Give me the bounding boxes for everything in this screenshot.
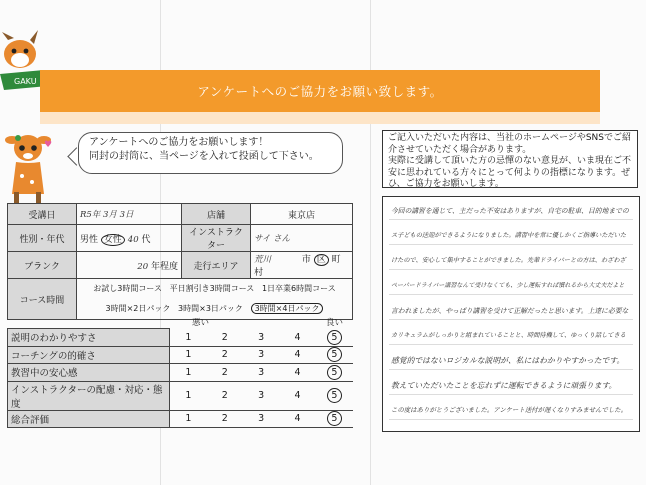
instructor-label: インストラクター — [182, 225, 251, 252]
age-value: 40 — [127, 234, 139, 245]
course-label: コース時間 — [8, 279, 77, 320]
ruled-line — [389, 369, 633, 370]
scale-low-label: 悪い — [192, 318, 210, 328]
rating-option[interactable]: 2 — [221, 390, 228, 401]
area-value — [251, 252, 353, 279]
rating-cell — [279, 329, 315, 347]
rating-option[interactable]: 3 — [258, 331, 265, 343]
rating-cell — [316, 364, 353, 382]
comment-box — [382, 196, 640, 432]
notice-line: ご記入いただいた内容は、当社のホームページやSNSでご紹 — [388, 133, 631, 143]
rating-row — [8, 346, 354, 364]
rating-cell — [170, 381, 207, 410]
title-banner: アンケートへのご協力をお願い致します。 — [40, 70, 600, 112]
rating-cell — [316, 346, 353, 364]
rating-cell — [170, 346, 207, 364]
rating-cell — [243, 410, 279, 428]
rating-option[interactable]: 3 — [258, 366, 265, 378]
area-unit-village: 村 — [254, 268, 264, 278]
rating-option[interactable]: 2 — [221, 413, 228, 425]
rating-cell — [170, 329, 207, 347]
rating-option[interactable]: 1 — [185, 349, 192, 361]
handwritten-comment-line: 今回の講習を通じて、主だった不安はありますが、自宅の駐車、目的地までの — [391, 207, 629, 215]
notice-box — [382, 130, 638, 188]
rating-cell — [279, 364, 315, 382]
store-label: 店舗 — [182, 204, 251, 225]
rating-cell — [279, 381, 315, 410]
rating-option[interactable]: 4 — [294, 331, 301, 343]
rating-cell — [243, 329, 279, 347]
ruled-line — [389, 394, 633, 395]
area-unit-town: 町 — [331, 255, 341, 265]
notice-line: 実際に受講して頂いた方の忌憚のない意見が、いま現在ご不 — [388, 156, 632, 166]
gender-female-selected: 女性 — [101, 234, 125, 246]
rating-row — [8, 381, 354, 410]
store-value: 東京店 — [251, 204, 353, 225]
blank-label: ブランク — [8, 252, 77, 279]
bubble-line: アンケートへのご協力をお願いします！ — [89, 137, 269, 148]
rating-option[interactable]: 1 — [185, 331, 192, 343]
rating-option-selected[interactable]: 5 — [327, 411, 342, 426]
rating-option-selected[interactable]: 5 — [327, 388, 342, 403]
rating-cell — [207, 410, 243, 428]
age-unit: 代 — [141, 234, 151, 245]
rating-option[interactable]: 2 — [221, 349, 228, 361]
bubble-line: 同封の封筒に、当ページを入れて投函して下さい。 — [89, 151, 319, 162]
instructor-value: サイ さん — [251, 225, 353, 252]
respondent-info-table — [7, 203, 353, 320]
blank-value — [77, 252, 182, 279]
handwritten-comment-line: カリキュラムがしっかりと組まれていることと、時間待機して、ゆっくり話してきる — [391, 332, 626, 339]
course-oneday-6h: 1日卒業6時間コース — [261, 284, 336, 293]
rating-cell — [279, 346, 315, 364]
rating-cell — [170, 410, 207, 428]
handwritten-comment-line: 言われましたが、やっぱり講習を受けて正解だったと思います。上達に必要な — [391, 307, 629, 315]
rating-cell — [243, 364, 279, 382]
ruled-line — [389, 219, 633, 220]
ruled-line — [389, 294, 633, 295]
rating-option[interactable]: 2 — [221, 366, 228, 378]
rating-option[interactable]: 3 — [258, 390, 265, 401]
handwritten-comment-line: 感覚的ではないロジカルな説明が、私にはわかりやすかったです。 — [391, 356, 625, 365]
handwritten-comment-line: ペーパードライバー講習なんて受けなくても、少し運転すれば慣れるから大丈夫だよと — [391, 282, 625, 289]
rating-option[interactable]: 1 — [185, 413, 192, 425]
gender-male: 男性 — [80, 234, 99, 245]
deer-character-icon — [0, 128, 68, 208]
notice-line: ひ、ご協力をお願いします。 — [388, 179, 504, 189]
course-options — [77, 279, 353, 320]
handwritten-comment-line: この度はありがとうございました。アンケート送付が遅くなりすみませんでした。 — [391, 406, 628, 414]
rating-option-selected[interactable]: 5 — [327, 347, 342, 362]
date-value: R5年 3月 3日 — [77, 204, 182, 225]
area-unit-ward-selected: 区 — [314, 254, 329, 266]
course-3h-x2: 3時間×2日パック — [105, 304, 171, 313]
rating-label: 説明のわかりやすさ — [8, 329, 170, 347]
course-3h-x4-selected: 3時間×4日パック — [251, 303, 324, 314]
rating-option[interactable]: 2 — [221, 331, 228, 343]
course-trial-3h: お試し3時間コース — [93, 284, 162, 293]
rating-row — [8, 329, 354, 347]
handwritten-comment-line: けたので、安心して集中することができました。先輩ドライバーとの方は、わざわざ — [391, 257, 626, 264]
rating-option[interactable]: 4 — [294, 366, 301, 378]
rating-cell — [316, 381, 353, 410]
svg-text:GAKU: GAKU — [14, 77, 37, 86]
ratings-table — [7, 328, 353, 428]
notice-line: 安に思われている方々にとって何よりの指標になります。ぜ — [388, 167, 631, 178]
rating-cell — [207, 381, 243, 410]
blank-years: 20 — [137, 261, 149, 272]
area-label: 走行エリア — [182, 252, 251, 279]
rating-cell — [207, 364, 243, 382]
ruled-line — [389, 319, 633, 320]
rating-cell — [316, 329, 353, 347]
rating-label: コーチングの的確さ — [8, 346, 170, 364]
ruled-line — [389, 344, 633, 345]
rating-option[interactable]: 3 — [258, 413, 265, 425]
rating-label: 総合評価 — [8, 410, 170, 428]
rating-cell — [170, 364, 207, 382]
rating-label: 教習中の安心感 — [8, 364, 170, 382]
rating-cell — [279, 410, 315, 428]
rating-option[interactable]: 4 — [294, 390, 301, 401]
rating-option[interactable]: 1 — [185, 390, 192, 401]
rating-cell — [243, 346, 279, 364]
blank-unit: 年程度 — [150, 261, 178, 272]
rating-option[interactable]: 3 — [258, 349, 265, 361]
date-label: 受講日 — [8, 204, 77, 225]
ruled-line — [389, 419, 633, 420]
area-unit-city: 市 — [301, 255, 311, 265]
rating-option-selected[interactable]: 5 — [327, 330, 342, 345]
area-name: 荒川 — [254, 255, 272, 265]
heart-icon: ♥ — [44, 140, 53, 150]
scale-high-label: 良い — [326, 318, 344, 328]
rating-option[interactable]: 4 — [294, 413, 301, 425]
rating-cell — [207, 329, 243, 347]
rating-option-selected[interactable]: 5 — [327, 365, 342, 380]
rating-option[interactable]: 4 — [294, 349, 301, 361]
course-weekday-3h: 平日割引き3時間コース — [169, 284, 255, 293]
notice-line: 介させていただく場合があります。 — [388, 144, 532, 155]
gender-age-value — [77, 225, 182, 252]
rating-cell — [243, 381, 279, 410]
rating-option[interactable]: 1 — [185, 366, 192, 378]
rating-row — [8, 410, 354, 428]
ruled-line — [389, 269, 633, 270]
handwritten-comment-line: ス子どもの送迎ができるようになりました。講習中を常に優しかくご指導いただいた — [391, 232, 627, 239]
handwritten-comment-line: 教えていただいたことを忘れずに運転できるように頑張ります。 — [391, 381, 617, 390]
rating-cell — [207, 346, 243, 364]
course-3h-x3: 3時間×3日パック — [178, 304, 243, 313]
rating-cell — [316, 410, 353, 428]
gender-age-label: 性別・年代 — [8, 225, 77, 252]
speech-bubble — [78, 132, 343, 174]
ruled-line — [389, 244, 633, 245]
rating-label: インストラクターの配慮・対応・態度 — [8, 381, 170, 410]
banner-underlay — [40, 112, 600, 124]
rating-row — [8, 364, 354, 382]
